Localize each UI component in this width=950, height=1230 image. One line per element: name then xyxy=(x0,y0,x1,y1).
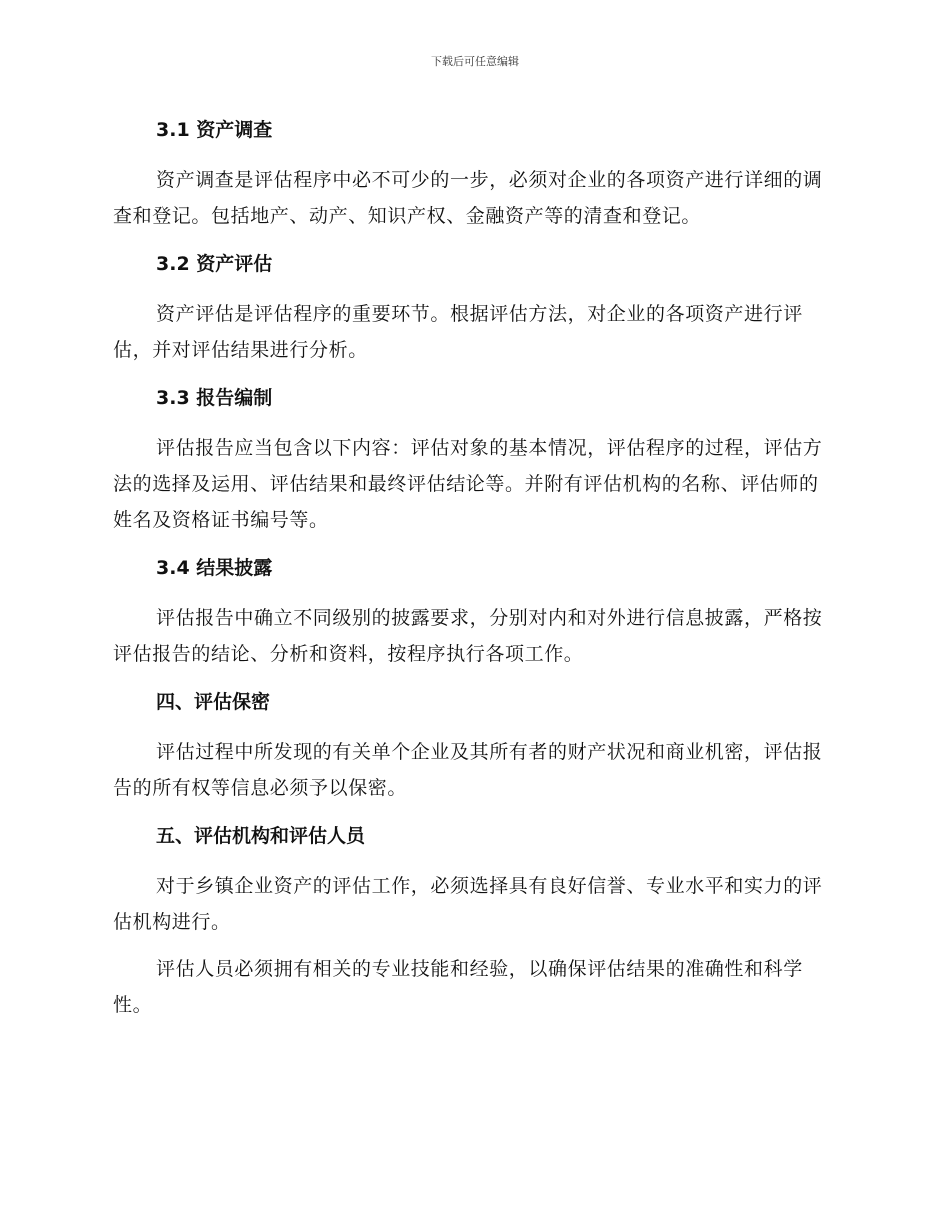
section-heading-3-4: 3.4 结果披露 xyxy=(156,557,273,579)
section-heading-4: 四、评估保密 xyxy=(156,691,271,713)
section-heading-3-1: 3.1 资产调查 xyxy=(156,119,273,141)
section-paragraph-5-1: 对于乡镇企业资产的评估工作，必须选择具有良好信誉、专业水平和实力的评估机构进行。 xyxy=(113,875,823,933)
section-heading-3-2: 3.2 资产评估 xyxy=(156,253,273,275)
document-body xyxy=(113,100,831,1034)
section-heading-3-3: 3.3 报告编制 xyxy=(156,387,273,409)
section-paragraph-4: 评估过程中所发现的有关单个企业及其所有者的财产状况和商业机密，评估报告的所有权等信息必须予以保密。 xyxy=(113,741,823,799)
section-paragraph-3-4: 评估报告中确立不同级别的披露要求，分别对内和对外进行信息披露，严格按评估报告的结论、分析和资料，按程序执行各项工作。 xyxy=(113,607,823,665)
section-paragraph-3-3: 评估报告应当包含以下内容：评估对象的基本情况，评估程序的过程，评估方法的选择及运用、评估结果和最终评估结论等。并附有评估机构的名称、评估师的姓名及资格证书编号等。 xyxy=(113,437,823,531)
section-paragraph-3-1: 资产调查是评估程序中必不可少的一步，必须对企业的各项资产进行详细的调查和登记。包括地产、动产、知识产权、金融资产等的清查和登记。 xyxy=(113,169,823,227)
section-heading-5: 五、评估机构和评估人员 xyxy=(156,825,366,847)
section-paragraph-3-2: 资产评估是评估程序的重要环节。根据评估方法，对企业的各项资产进行评估，并对评估结果进行分析。 xyxy=(113,303,803,361)
page-header-note: 下载后可任意编辑 xyxy=(431,55,519,68)
section-paragraph-5-2: 评估人员必须拥有相关的专业技能和经验，以确保评估结果的准确性和科学性。 xyxy=(113,958,803,1016)
